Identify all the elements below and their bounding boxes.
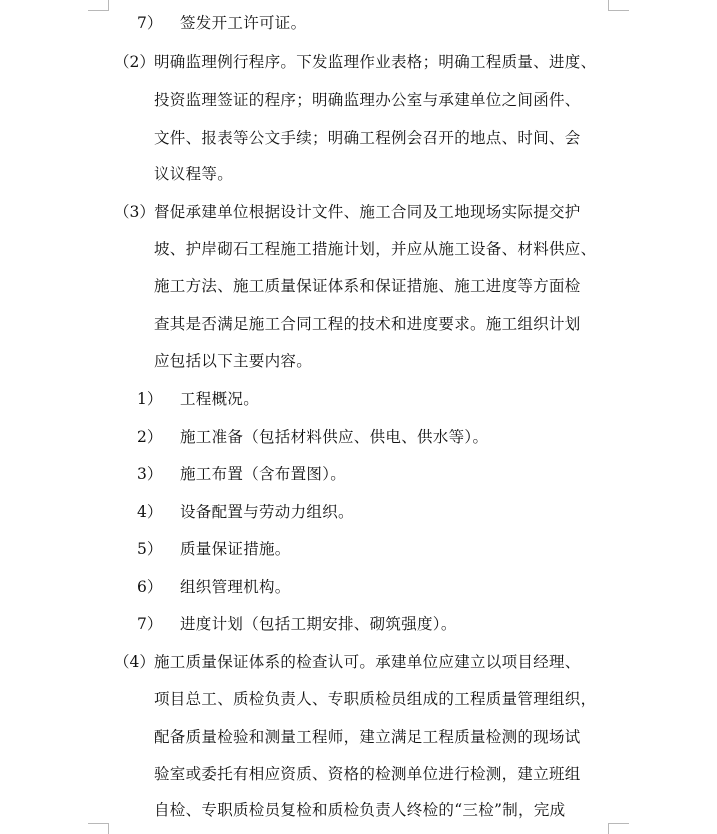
page-corner-mark [88, 823, 109, 834]
paragraph-line: 自检、专职质检员复检和质检负责人终检的“三检”制，完成 [154, 801, 566, 819]
paragraph-line: 坡、护岸砌石工程施工措施计划，并应从施工设备、材料供应、 [154, 240, 597, 258]
list-marker: 7） [137, 14, 163, 32]
list-item-text: 签发开工许可证。 [180, 14, 307, 32]
paragraph-line: 议议程等。 [154, 165, 234, 183]
paragraph-marker: （3） [114, 203, 155, 221]
list-item-text: 组织管理机构。 [180, 578, 291, 596]
list-marker: 6） [137, 578, 163, 596]
paragraph-marker: （2） [114, 53, 155, 71]
paragraph-line: 配备质量检验和测量工程师，建立满足工程质量检测的现场试 [154, 728, 581, 746]
list-marker: 2） [137, 428, 163, 446]
page-corner-mark [88, 0, 109, 11]
list-item-text: 施工布置（含布置图）。 [180, 465, 347, 483]
list-item-text: 进度计划（包括工期安排、砌筑强度）。 [180, 615, 457, 633]
paragraph-line: 施工质量保证体系的检查认可。承建单位应建立以项目经理、 [154, 653, 581, 671]
list-marker: 4） [137, 503, 163, 521]
paragraph-line: 施工方法、施工质量保证体系和保证措施、施工进度等方面检 [154, 277, 581, 295]
paragraph-line: 查其是否满足施工合同工程的技术和进度要求。施工组织计划 [154, 315, 581, 333]
page-corner-mark [608, 0, 629, 11]
list-item-text: 工程概况。 [180, 390, 260, 408]
paragraph-marker: （4） [114, 653, 155, 671]
list-marker: 5） [137, 540, 163, 558]
paragraph-line: 验室或委托有相应资质、资格的检测单位进行检测，建立班组 [154, 765, 581, 783]
paragraph-line: 投资监理签证的程序；明确监理办公室与承建单位之间函件、 [154, 91, 581, 109]
list-marker: 1） [137, 390, 163, 408]
list-item-text: 设备配置与劳动力组织。 [180, 503, 354, 521]
paragraph-line: 文件、报表等公文手续；明确工程例会召开的地点、时间、会 [154, 129, 581, 147]
list-item-text: 施工准备（包括材料供应、供电、供水等）。 [180, 428, 489, 446]
paragraph-line: 督促承建单位根据设计文件、施工合同及工地现场实际提交护 [154, 203, 581, 221]
list-item-text: 质量保证措施。 [180, 540, 291, 558]
paragraph-line: 应包括以下主要内容。 [154, 352, 313, 370]
paragraph-line: 项目总工、质检负责人、专职质检员组成的工程质量管理组织， [154, 690, 597, 708]
paragraph-line: 明确监理例行程序。下发监理作业表格；明确工程质量、进度、 [154, 53, 597, 71]
page-corner-mark [608, 823, 629, 834]
list-marker: 7） [137, 615, 163, 633]
list-marker: 3） [137, 465, 163, 483]
